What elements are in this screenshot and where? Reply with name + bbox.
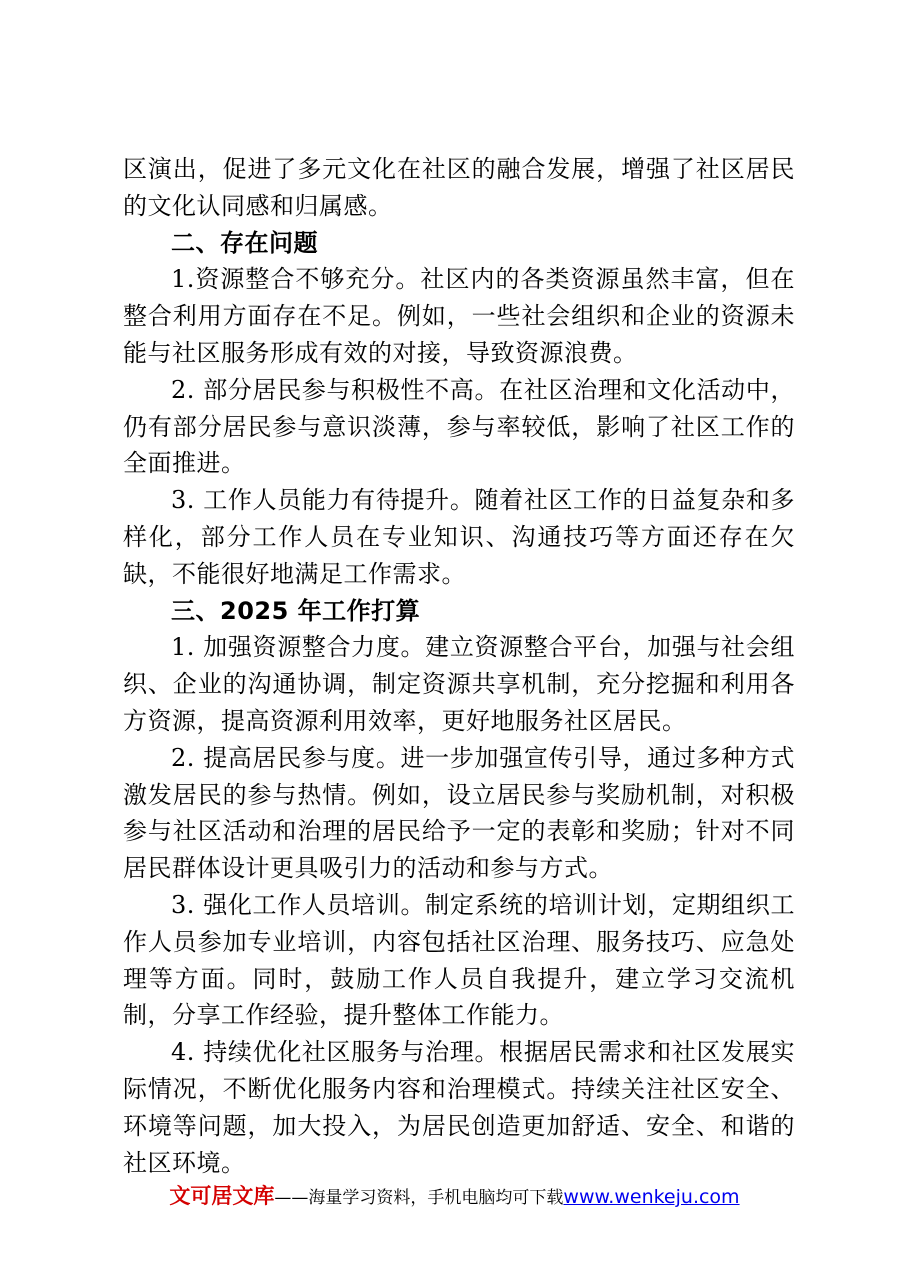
footer-slogan: ——海量学习资料，手机电脑均可下载 — [274, 1188, 564, 1208]
section-heading-problems: 二、存在问题 — [171, 228, 318, 257]
paragraph-continued: 区演出，促进了多元文化在社区的融合发展，增强了社区居民的文化认同感和归属感。 — [123, 155, 795, 220]
paragraph-plan-1: 1. 加强资源整合力度。建立资源整合平台，加强与社会组织、企业的沟通协调，制定资源共享机制，充分挖掘和利用各方资源，提高资源利用效率，更好地服务社区居民。 — [123, 633, 795, 735]
footer-banner — [0, 1180, 909, 1210]
footer-brand: 文可居文库 — [169, 1184, 275, 1208]
document-body — [123, 151, 795, 1181]
paragraph-problem-3: 3. 工作人员能力有待提升。随着社区工作的日益复杂和多样化，部分工作人员在专业知识、沟通技巧等方面还存在欠缺，不能很好地满足工作需求。 — [123, 486, 795, 588]
footer-website-link[interactable]: www.wenkeju.com — [563, 1186, 740, 1208]
paragraph-plan-3: 3. 强化工作人员培训。制定系统的培训计划，定期组织工作人员参加专业培训，内容包括社区治理、服务技巧、应急处理等方面。同时，鼓励工作人员自我提升，建立学习交流机制，分享工作经验，提升整体工作能力。 — [123, 890, 795, 1030]
section-heading-plan-2025: 三、2025 年工作打算 — [171, 596, 421, 625]
paragraph-problem-2: 2. 部分居民参与积极性不高。在社区治理和文化活动中，仍有部分居民参与意识淡薄，参与率较低，影响了社区工作的全面推进。 — [123, 375, 795, 478]
paragraph-plan-2: 2. 提高居民参与度。进一步加强宣传引导，通过多种方式激发居民的参与热情。例如，设立居民参与奖励机制，对积极参与社区活动和治理的居民给予一定的表彰和奖励；针对不同居民群体设计更具吸引力的活动和参与方式。 — [123, 743, 795, 883]
paragraph-problem-1: 1.资源整合不够充分。社区内的各类资源虽然丰富，但在整合利用方面存在不足。例如，一些社会组织和企业的资源未能与社区服务形成有效的对接，导致资源浪费。 — [123, 265, 795, 367]
paragraph-plan-4: 4. 持续优化社区服务与治理。根据居民需求和社区发展实际情况，不断优化服务内容和治理模式。持续关注社区安全、环境等问题，加大投入，为居民创造更加舒适、安全、和谐的社区环境。 — [123, 1038, 795, 1177]
